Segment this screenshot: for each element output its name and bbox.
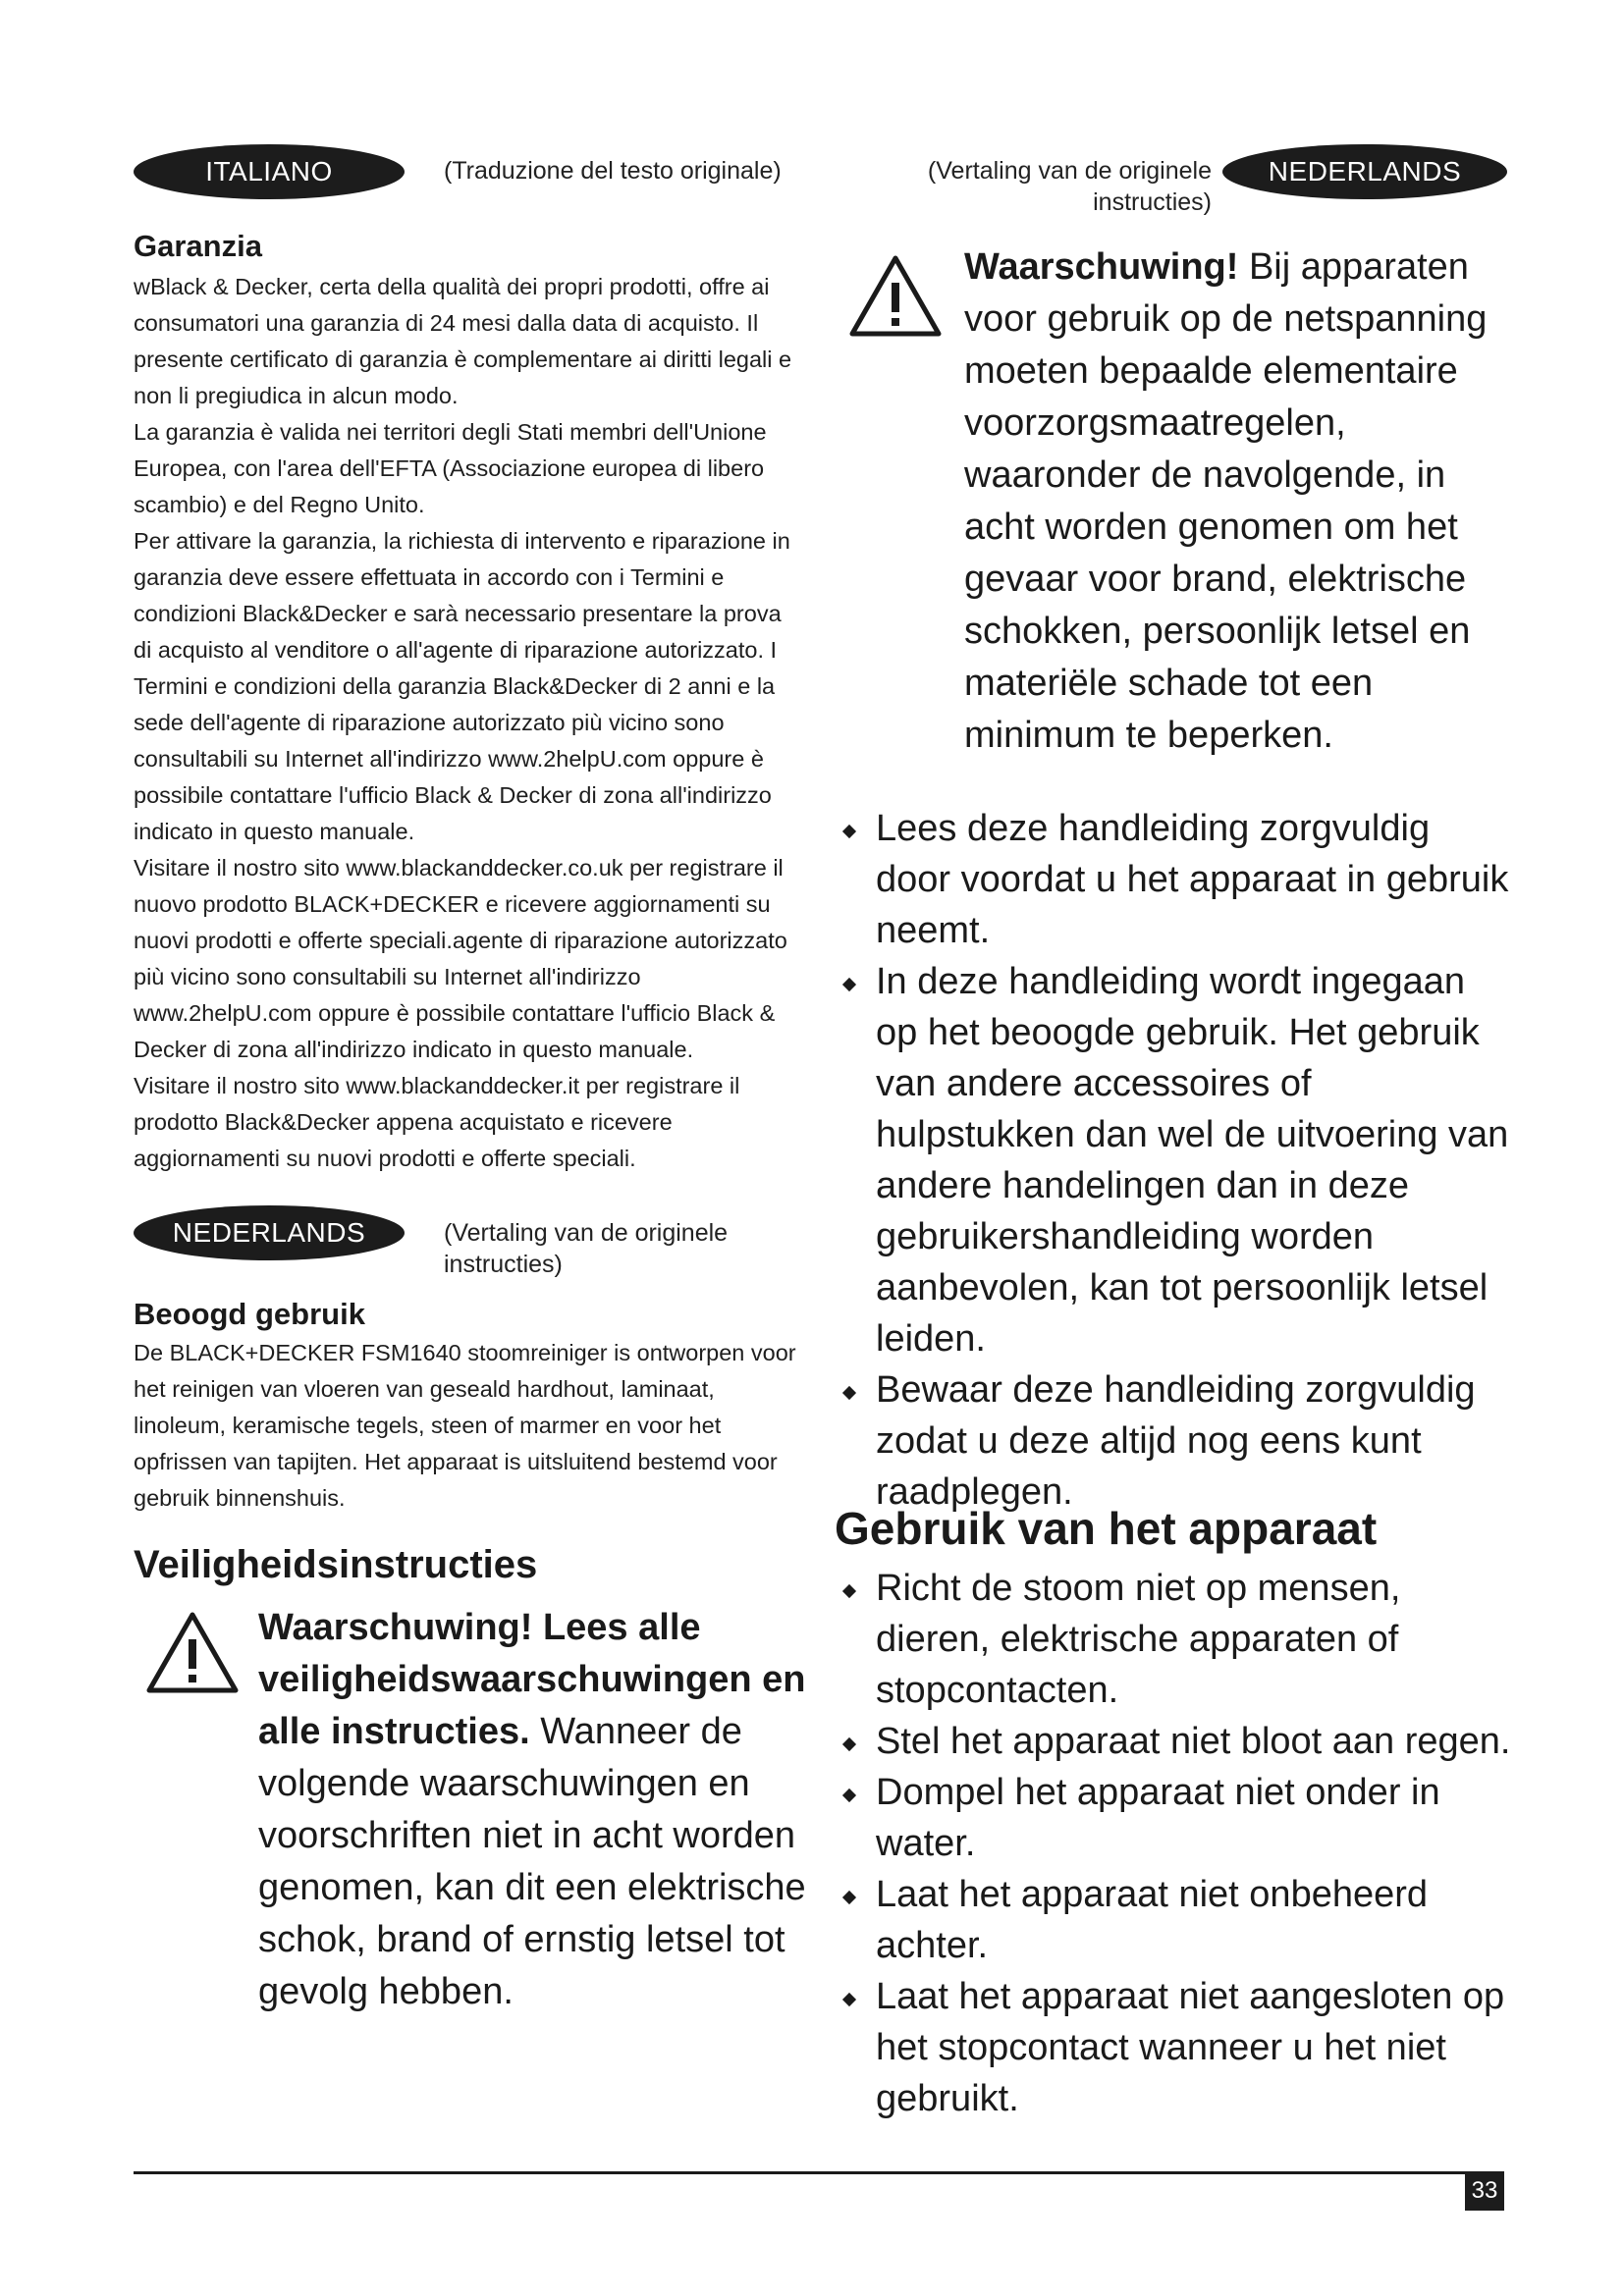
warning-triangle-icon <box>145 1610 240 1694</box>
subtitle-nederlands-left: (Vertaling van de originele instructies) <box>444 1219 729 1278</box>
list-item: Dompel het apparaat niet onder in water. <box>835 1767 1512 1869</box>
heading-garanzia: Garanzia <box>134 229 262 263</box>
subtitle-nederlands-right: (Vertaling van de originele instructies) <box>927 157 1212 216</box>
heading-veiligheidsinstructies: Veiligheidsinstructies <box>134 1543 538 1586</box>
bullet-diamond-icon <box>842 978 856 991</box>
badge-italiano: ITALIANO <box>134 144 405 199</box>
warning-right <box>964 241 1514 762</box>
warning-right-text: Bij apparaten voor gebruik op de netspanning moeten bepaalde elementaire voorzorgsmaatregelen, waaronder de navolgende, in acht worden genomen om het gevaar voor brand, elektrische schokken, persoonlijk letsel en materiële schade tot een minimum te beperken. <box>964 246 1488 756</box>
bullet-diamond-icon <box>842 1891 856 1904</box>
badge-nederlands-right: NEDERLANDS <box>1222 144 1507 199</box>
heading-gebruik-van-het-apparaat: Gebruik van het apparaat <box>835 1503 1378 1554</box>
heading-beoogd-gebruik: Beoogd gebruik <box>134 1297 365 1331</box>
bullet-diamond-icon <box>842 825 856 838</box>
page-number: 33 <box>1465 2171 1504 2211</box>
intro-bullet-list <box>835 803 1512 1518</box>
badge-nederlands-left: NEDERLANDS <box>134 1205 405 1260</box>
beoogd-gebruik-paragraph: De BLACK+DECKER FSM1640 stoomreiniger is ontworpen voor het reinigen van vloeren van geseald hardhout, laminaat, linoleum, keramische tegels, steen of marmer en voor het opfrissen van tapijten. Het apparaat is uitsluitend bestemd voor gebruik binnenshuis. <box>134 1340 796 1511</box>
warning-right-bold: Waarschuwing! <box>964 246 1239 288</box>
usage-bullet-list <box>835 1563 1512 2124</box>
list-item: Bewaar deze handleiding zorgvuldig zodat u deze altijd nog eens kunt raadplegen. <box>835 1364 1512 1518</box>
list-item: Laat het apparaat niet aangesloten op het stopcontact wanneer u het niet gebruikt. <box>835 1971 1512 2124</box>
footer-rule <box>134 2171 1465 2174</box>
list-item: Laat het apparaat niet onbeheerd achter. <box>835 1869 1512 1971</box>
warning-left-bold: Waarschuwing! Lees alle veiligheidswaarschuwingen en alle instructies. <box>258 1607 806 1752</box>
warning-triangle-icon <box>848 253 943 338</box>
bullet-diamond-icon <box>842 1993 856 2006</box>
garanzia-body <box>134 269 801 1177</box>
garanzia-paragraph: wBlack & Decker, certa della qualità dei propri prodotti, offre ai consumatori una garanzia di 24 mesi dalla data di acquisto. Il presente certificato di garanzia è complementare ai diritti legali e non li pregiudica in alcun modo. <box>134 274 792 408</box>
garanzia-paragraph: La garanzia è valida nei territori degli Stati membri dell'Unione Europea, con l'area dell'EFTA (Associazione europea di libero scambio) e del Regno Unito. <box>134 419 767 517</box>
bullet-diamond-icon <box>842 1584 856 1598</box>
warning-left <box>258 1602 808 2018</box>
list-item: Lees deze handleiding zorgvuldig door voordat u het apparaat in gebruik neemt. <box>835 803 1512 956</box>
bullet-diamond-icon <box>842 1737 856 1751</box>
garanzia-paragraph: Visitare il nostro sito www.blackanddecker.it per registrare il prodotto Black&Decker appena acquistato e ricevere aggiornamenti su nuovi prodotti e offerte speciali. <box>134 1073 740 1171</box>
warning-left-text: Wanneer de volgende waarschuwingen en voorschriften niet in acht worden genomen, kan dit een elektrische schok, brand of ernstig letsel tot gevolg hebben. <box>258 1711 806 2012</box>
bullet-diamond-icon <box>842 1386 856 1400</box>
bullet-diamond-icon <box>842 1789 856 1802</box>
garanzia-paragraph: Visitare il nostro sito www.blackanddecker.co.uk per registrare il nuovo prodotto BLACK+DECKER e ricevere aggiornamenti su nuovi prodotti e offerte speciali.agente di riparazione autorizzato più vicino sono consultabili su Internet all'indirizzo www.2helpU.com oppure è possibile contattare l'ufficio Black & Decker di zona all'indirizzo indicato in questo manuale. <box>134 855 787 1062</box>
garanzia-paragraph: Per attivare la garanzia, la richiesta di intervento e riparazione in garanzia deve essere effettuata in accordo con i Termini e condizioni Black&Decker e sarà necessario presentare la prova di acquisto al venditore o all'agente di riparazione autorizzato. I Termini e condizioni della garanzia Black&Decker di 2 anni e la sede dell'agente di riparazione autorizzato più vicino sono consultabili su Internet all'indirizzo www.2helpU.com oppure è possibile contattare l'ufficio Black & Decker di zona all'indirizzo indicato in questo manuale. <box>134 528 790 844</box>
list-item: In deze handleiding wordt ingegaan op het beoogde gebruik. Het gebruik van andere accessoires of hulpstukken dan wel de uitvoering van andere handelingen dan in deze gebruikershandleiding worden aanbevolen, kan tot persoonlijk letsel leiden. <box>835 956 1512 1364</box>
subtitle-italiano: (Traduzione del testo originale) <box>444 157 782 185</box>
list-item: Stel het apparaat niet bloot aan regen. <box>835 1716 1512 1767</box>
beoogd-gebruik-body <box>134 1335 801 1517</box>
list-item: Richt de stoom niet op mensen, dieren, elektrische apparaten of stopcontacten. <box>835 1563 1512 1716</box>
